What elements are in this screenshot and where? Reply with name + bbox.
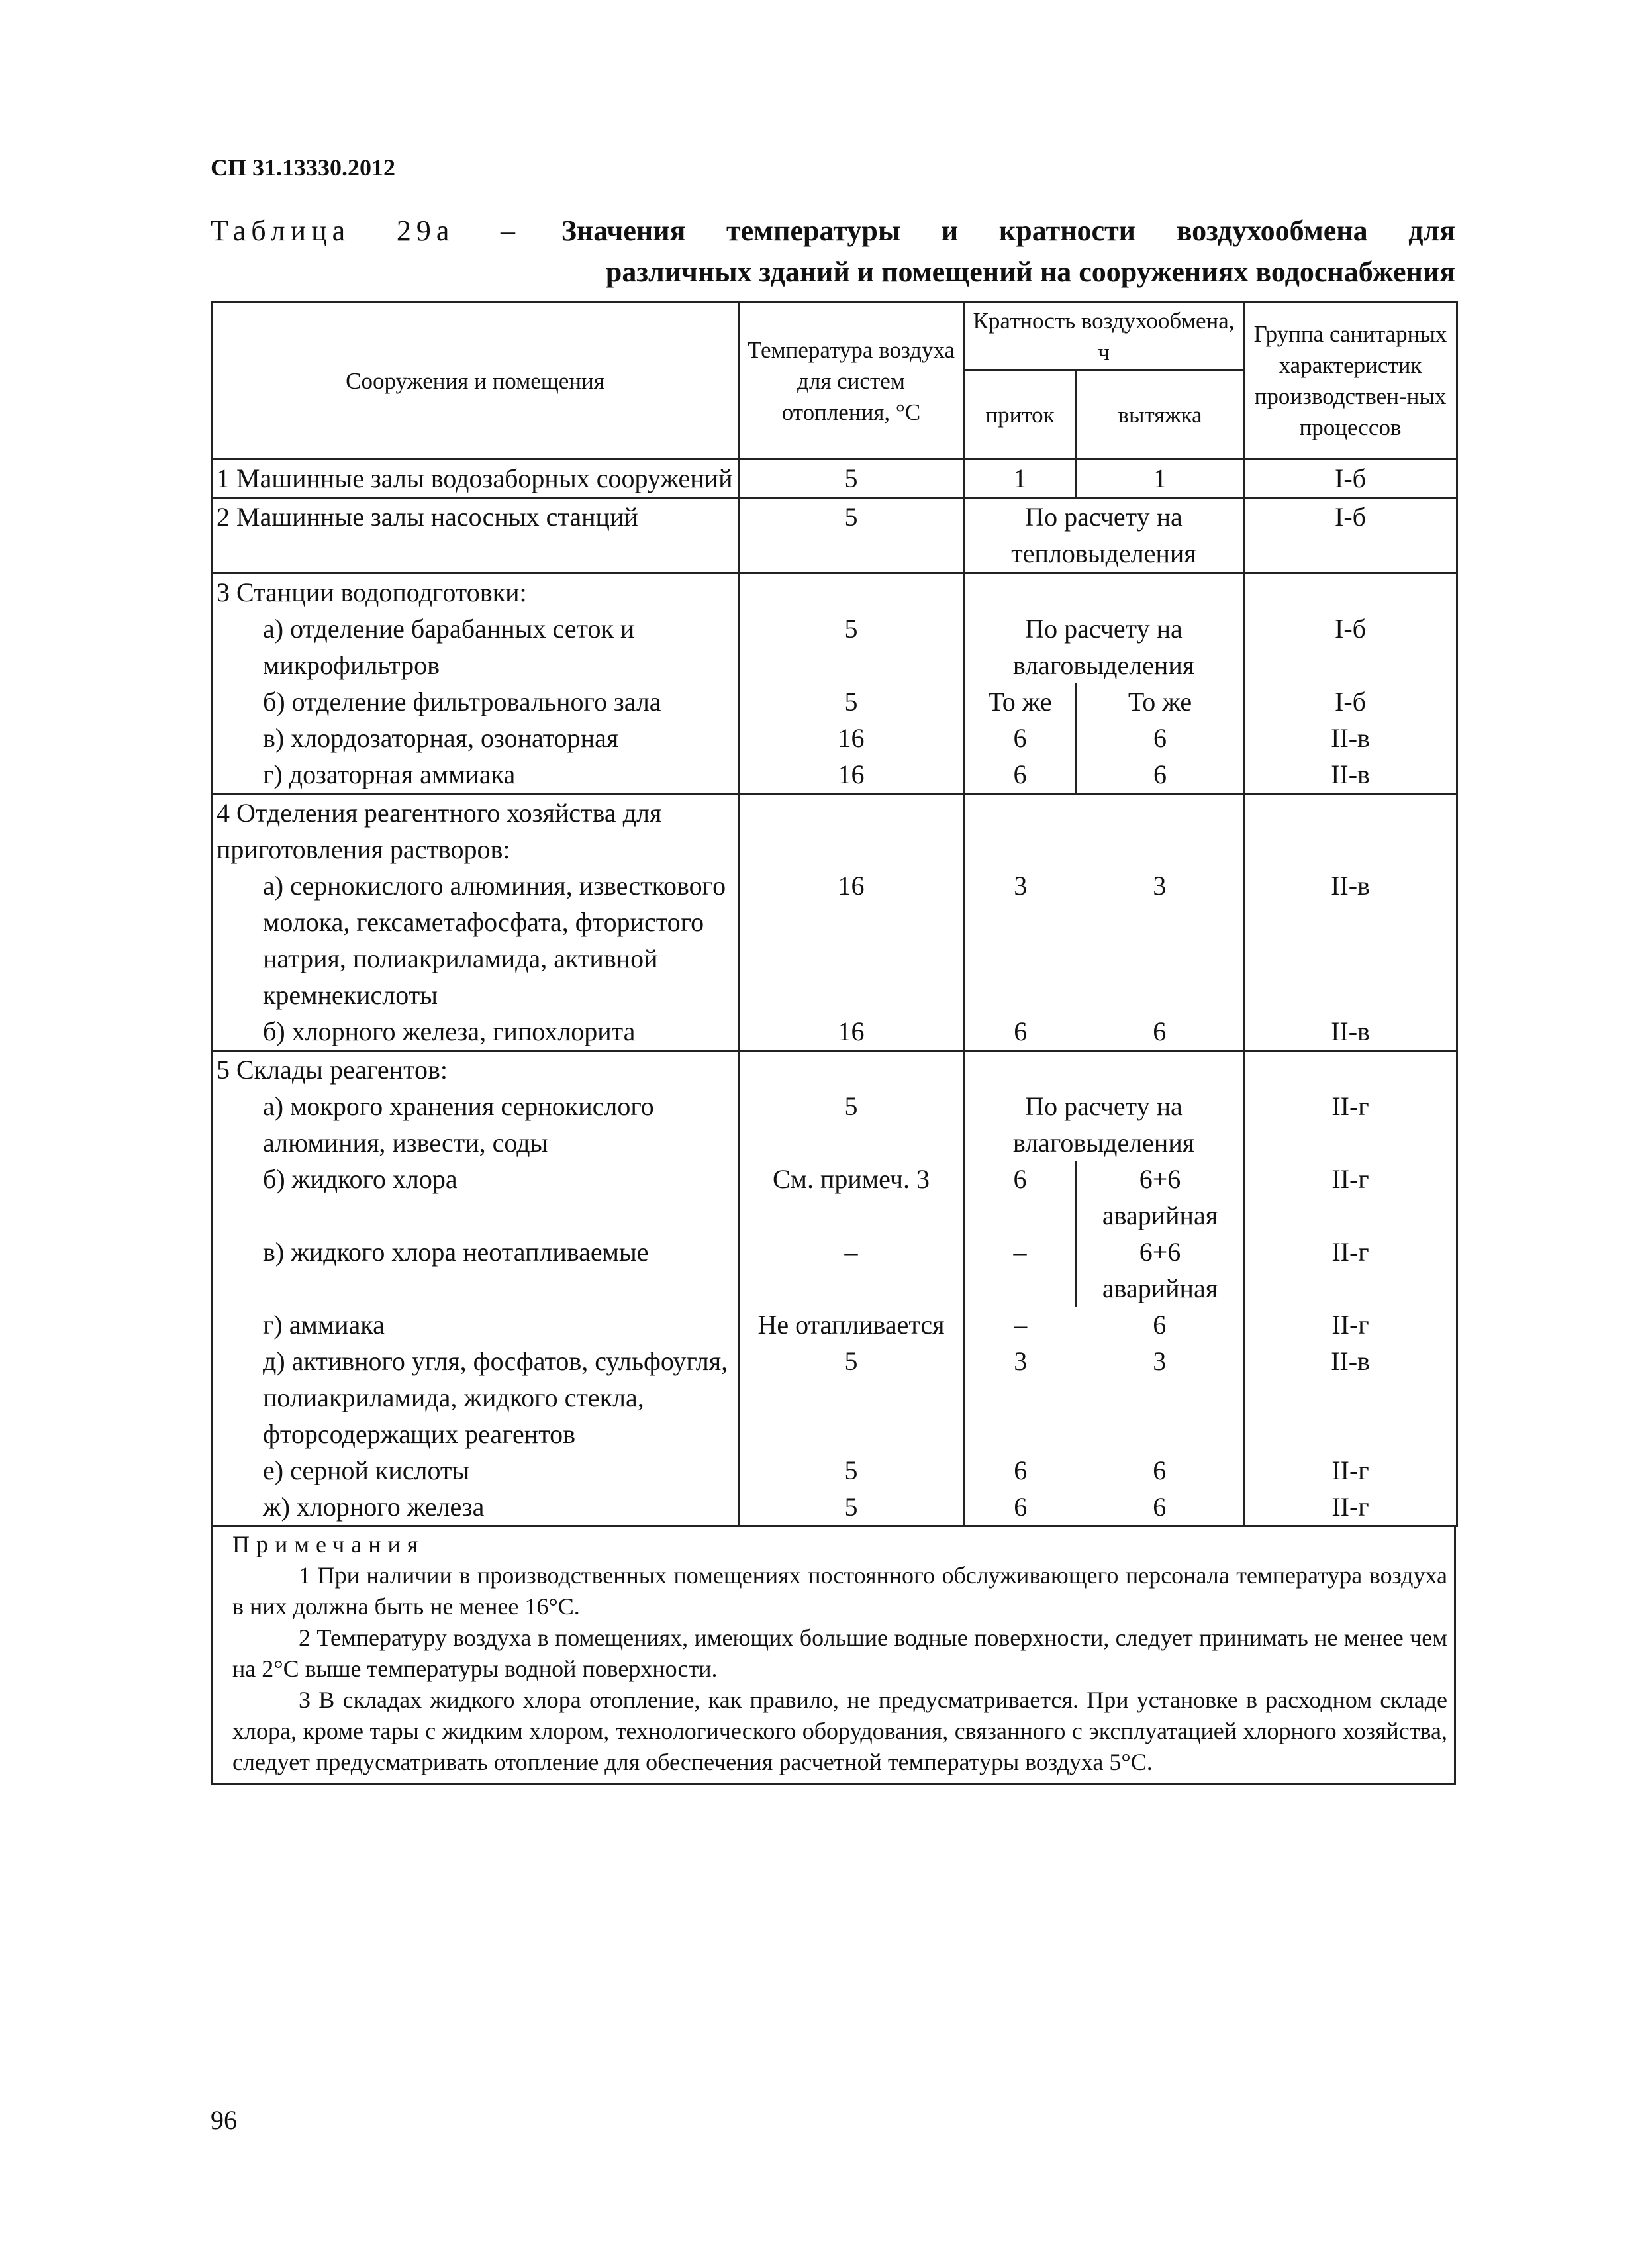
row-exhaust: 6	[1077, 756, 1244, 794]
document-code: СП 31.13330.2012	[211, 154, 395, 181]
row-name: а) сернокислого алюминия, известкового молока, гексаметафосфата, фтористого натрия, полиакриламида, активной кремнекислоты	[212, 867, 739, 1013]
row-supply: То же	[964, 683, 1077, 720]
row-supply: 3	[964, 867, 1077, 1013]
row-group: I-б	[1244, 611, 1457, 683]
row-name: в) хлордозаторная, озонаторная	[212, 720, 739, 756]
row-temp: 5	[739, 611, 964, 683]
row-name: е) серной кислоты	[212, 1452, 739, 1489]
header-temperature: Температура воздуха для систем отопления, °С	[739, 303, 964, 460]
table-row	[212, 460, 1457, 498]
row-name: г) аммиака	[212, 1307, 739, 1343]
row-temp: –	[739, 1234, 964, 1307]
row-temp: 16	[739, 756, 964, 794]
row-group: II-в	[1244, 867, 1457, 1013]
table-row	[212, 867, 1457, 1013]
table-row	[212, 611, 1457, 683]
table-row	[212, 683, 1457, 720]
table-row	[212, 756, 1457, 794]
row-supply: 3	[964, 1343, 1077, 1452]
table-row	[212, 573, 1457, 611]
row-supply: 6	[964, 720, 1077, 756]
header-air-exchange: Кратность воздухообмена, ч	[964, 303, 1244, 370]
table-row	[212, 498, 1457, 573]
row-exhaust: 6+6 аварийная	[1077, 1234, 1244, 1307]
row-name: г) дозаторная аммиака	[212, 756, 739, 794]
group-5	[212, 1051, 1457, 1526]
table-row	[212, 1489, 1457, 1526]
row-group: I-б	[1244, 683, 1457, 720]
row-group: II-в	[1244, 1343, 1457, 1452]
row-supply: –	[964, 1307, 1077, 1343]
row-temp: Не отапливается	[739, 1307, 964, 1343]
table-notes	[211, 1525, 1456, 1785]
row-exhaust: 6	[1077, 1489, 1244, 1526]
row-temp: 5	[739, 1452, 964, 1489]
table-row	[212, 1234, 1457, 1307]
note-1: 1 При наличии в производственных помещениях постоянного обслуживающего персонала температура воздуха в них должна быть не менее 16°С.	[232, 1562, 1447, 1620]
row-name: б) отделение фильтровального зала	[212, 683, 739, 720]
row-temp: См. примеч. 3	[739, 1161, 964, 1234]
row-temp: 5	[739, 683, 964, 720]
table-header	[212, 303, 1457, 460]
row-exhaust: 1	[1077, 460, 1244, 498]
row-rate: По расчету на влаговыделения	[964, 1088, 1244, 1161]
row-temp: 16	[739, 1013, 964, 1051]
row-group: II-в	[1244, 756, 1457, 794]
group-title: 3 Станции водоподготовки:	[212, 573, 739, 611]
table-row	[212, 1088, 1457, 1161]
row-name: а) отделение барабанных сеток и микрофильтров	[212, 611, 739, 683]
row-temp: 5	[739, 1343, 964, 1452]
row-exhaust: 3	[1077, 1343, 1244, 1452]
row-exhaust: 6	[1077, 1013, 1244, 1051]
row-group: I-б	[1244, 460, 1457, 498]
page-number: 96	[211, 2105, 237, 2135]
row-temp: 5	[739, 1088, 964, 1161]
table-row	[212, 794, 1457, 868]
header-supply: приток	[964, 370, 1077, 460]
row-exhaust: 6+6 аварийная	[1077, 1161, 1244, 1234]
group-2	[212, 498, 1457, 573]
row-group: II-г	[1244, 1161, 1457, 1234]
table-caption	[211, 211, 1455, 293]
row-rate: По расчету на тепловыделения	[964, 498, 1244, 573]
row-supply: –	[964, 1234, 1077, 1307]
header-facilities: Сооружения и помещения	[212, 303, 739, 460]
row-exhaust: 6	[1077, 1452, 1244, 1489]
notes-title: Примечания	[232, 1531, 425, 1557]
row-temp: 16	[739, 867, 964, 1013]
row-name: 1 Машинные залы водозаборных сооружений	[212, 460, 739, 498]
table-row	[212, 1307, 1457, 1343]
table-row	[212, 1013, 1457, 1051]
row-group: II-г	[1244, 1307, 1457, 1343]
row-supply: 6	[964, 1161, 1077, 1234]
row-name: б) жидкого хлора	[212, 1161, 739, 1234]
row-exhaust: 3	[1077, 867, 1244, 1013]
row-rate: По расчету на влаговыделения	[964, 611, 1244, 683]
group-3	[212, 573, 1457, 794]
row-supply: 6	[964, 1489, 1077, 1526]
row-group: II-г	[1244, 1489, 1457, 1526]
note-2: 2 Температуру воздуха в помещениях, имеющих большие водные поверхности, следует принимать не менее чем на 2°С выше температуры водной поверхности.	[232, 1624, 1447, 1682]
row-name: б) хлорного железа, гипохлорита	[212, 1013, 739, 1051]
row-temp: 5	[739, 460, 964, 498]
row-group: II-г	[1244, 1452, 1457, 1489]
row-supply: 1	[964, 460, 1077, 498]
table-row	[212, 1051, 1457, 1089]
row-name: 2 Машинные залы насосных станций	[212, 498, 739, 573]
note-3: 3 В складах жидкого хлора отопление, как правило, не предусматривается. При установке в расходном складе хлора, кроме тары с жидким хлором, технологического оборудования, связанного с эксплуатацией хлорного хозяйства, следует предусматривать отопление для обеспечения расчетной температуры воздуха 5°С.	[232, 1687, 1447, 1775]
row-exhaust: То же	[1077, 683, 1244, 720]
group-1	[212, 460, 1457, 498]
caption-title-line1: Значения температуры и кратности воздухообмена для	[561, 215, 1455, 247]
row-name: д) активного угля, фосфатов, сульфоугля, полиакриламида, жидкого стекла, фторсодержащих реагентов	[212, 1343, 739, 1452]
table-row	[212, 1161, 1457, 1234]
row-temp: 5	[739, 498, 964, 573]
row-exhaust: 6	[1077, 1307, 1244, 1343]
table-row	[212, 1452, 1457, 1489]
caption-prefix: Таблица 29а –	[211, 215, 521, 247]
caption-title-line2: различных зданий и помещений на сооружениях водоснабжения	[605, 256, 1455, 288]
row-group: II-г	[1244, 1088, 1457, 1161]
data-table	[211, 301, 1458, 1527]
row-group: II-в	[1244, 720, 1457, 756]
header-sanitary-group: Группа санитарных характеристик производствен-ных процессов	[1244, 303, 1457, 460]
row-exhaust: 6	[1077, 720, 1244, 756]
group-title: 4 Отделения реагентного хозяйства для приготовления растворов:	[212, 794, 739, 868]
header-exhaust: вытяжка	[1077, 370, 1244, 460]
row-supply: 6	[964, 1452, 1077, 1489]
row-supply: 6	[964, 756, 1077, 794]
table-row	[212, 720, 1457, 756]
row-temp: 16	[739, 720, 964, 756]
row-supply: 6	[964, 1013, 1077, 1051]
group-title: 5 Склады реагентов:	[212, 1051, 739, 1089]
row-name: в) жидкого хлора неотапливаемые	[212, 1234, 739, 1307]
row-group: II-г	[1244, 1234, 1457, 1307]
row-name: ж) хлорного железа	[212, 1489, 739, 1526]
table-row	[212, 1343, 1457, 1452]
row-group: II-в	[1244, 1013, 1457, 1051]
row-group: I-б	[1244, 498, 1457, 573]
row-temp: 5	[739, 1489, 964, 1526]
row-name: а) мокрого хранения сернокислого алюминия, извести, соды	[212, 1088, 739, 1161]
group-4	[212, 794, 1457, 1051]
